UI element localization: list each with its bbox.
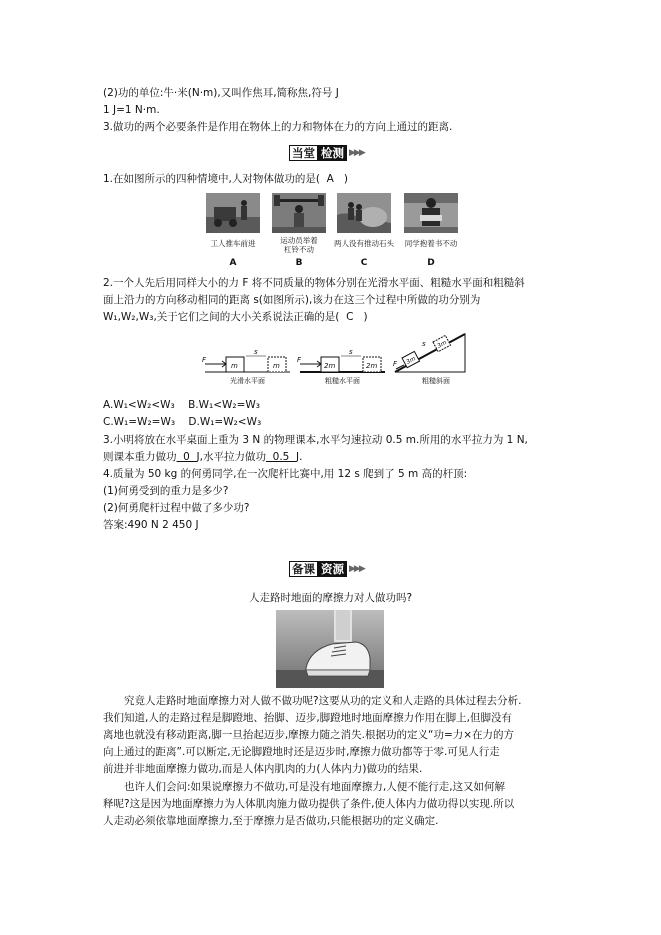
q3-text-b: J,水平拉力做功 bbox=[196, 451, 266, 463]
option-letter-d: D bbox=[427, 258, 435, 268]
surface-label-1: 光滑水平面 bbox=[230, 377, 265, 385]
q3-text-c: J. bbox=[296, 451, 303, 463]
photo-walking-shoe bbox=[276, 610, 384, 688]
section-banner-resource bbox=[289, 561, 364, 577]
q4-line-1: 4.质量为 50 kg 的何勇同学,在一次爬杆比赛中,用 12 s 爬到了 5 m 高的杆顶: bbox=[103, 468, 468, 480]
q2-answer: C bbox=[346, 311, 354, 323]
distance-label-3: s bbox=[422, 340, 426, 348]
q2-diagram bbox=[200, 330, 470, 390]
q2-line-3-text: W₁,W₂,W₃,关于它们之间的大小关系说法正确的是( bbox=[103, 311, 340, 323]
question-1 bbox=[103, 172, 348, 186]
resource-p1-line-4: 向上通过的距离”.可以断定,无论脚蹬地时还是迈步时,摩擦力做功都等于零.可见人行走 bbox=[103, 746, 500, 758]
resource-p2-line-1: 也许人们会问:如果说摩擦力不做功,可是没有地面摩擦力,人便不能行走,这又如何解 bbox=[124, 781, 506, 793]
arrow-icon: ▶▶▶ bbox=[349, 148, 364, 158]
force-label-1: F bbox=[202, 356, 207, 364]
surface-label-3: 粗糙斜面 bbox=[422, 377, 450, 385]
q4-answer: 答案:490 N 2 450 J bbox=[103, 519, 199, 531]
q3-line-1: 3.小明将放在水平桌面上重为 3 N 的物理课本,水平匀速拉动 0.5 m.所用的水平拉力为 1 N, bbox=[103, 434, 528, 446]
q1-answer: A bbox=[326, 173, 334, 185]
resource-p1-line-5: 前进并非地面摩擦力做功,而是人体内肌肉的力(人体内力)做功的结果. bbox=[103, 763, 423, 775]
force-label-3: F bbox=[393, 360, 398, 368]
q2-options-row-2 bbox=[103, 415, 261, 429]
photo-pushing-stone bbox=[337, 193, 391, 233]
resource-title: 人走路时地面的摩擦力对人做功吗? bbox=[248, 592, 413, 604]
q3-line-2 bbox=[103, 450, 302, 464]
q3-answer-1: 0 bbox=[176, 451, 197, 463]
q2-close: ) bbox=[363, 311, 368, 323]
q2-option-b: B.W₁<W₂=W₃ bbox=[188, 399, 260, 411]
q4-part-2: (2)何勇爬杆过程中做了多少功? bbox=[103, 502, 250, 514]
block-label-1a: m bbox=[231, 362, 238, 370]
resource-p2-line-2: 释呢?这是因为地面摩擦力为人体肌肉施力做功提供了条件,使人体内力做功得以实现.所以 bbox=[103, 798, 515, 810]
block-label-2b: 2m bbox=[366, 362, 378, 370]
caption-a: 工人推车前进 bbox=[210, 239, 256, 248]
banner-left-text: 备课 bbox=[289, 561, 318, 577]
q2-options-row-1 bbox=[103, 398, 260, 412]
arrow-icon: ▶▶▶ bbox=[349, 564, 364, 574]
block-label-3b: 3m bbox=[436, 339, 449, 350]
distance-label-2: s bbox=[349, 348, 353, 356]
block-label-1b: m bbox=[273, 362, 280, 370]
q3-text-a: 则课本重力做功 bbox=[103, 451, 177, 463]
q2-line-3 bbox=[103, 310, 368, 324]
caption-c: 两人没有推动石头 bbox=[334, 239, 394, 248]
q2-option-d: D.W₁=W₂<W₃ bbox=[188, 416, 262, 428]
caption-d: 同学抱着书不动 bbox=[404, 239, 458, 248]
resource-p1-line-1: 究竟人走路时地面摩擦力对人做不做功呢?这要从功的定义和人走路的具体过程去分析. bbox=[124, 695, 522, 707]
q1-close: ) bbox=[343, 173, 348, 185]
photo-holding-books bbox=[404, 193, 458, 233]
photo-athlete-barbell bbox=[272, 193, 326, 233]
q2-option-c: C.W₁=W₂=W₃ bbox=[103, 416, 176, 428]
q2-option-a: A.W₁<W₂<W₃ bbox=[103, 399, 175, 411]
q2-line-2: 面上沿力的方向移动相同的距离 s(如图所示),该力在这三个过程中所做的功分别为 bbox=[103, 294, 481, 306]
distance-label-1: s bbox=[254, 348, 258, 356]
option-letter-c: C bbox=[360, 258, 368, 268]
block-label-2a: 2m bbox=[324, 362, 336, 370]
banner-left-text: 当堂 bbox=[289, 145, 318, 161]
surface-label-2: 粗糙水平面 bbox=[325, 377, 360, 385]
resource-p2-line-3: 人走动必须依靠地面摩擦力,至于摩擦力是否做功,只能根据功的定义确定. bbox=[103, 815, 439, 827]
force-label-2: F bbox=[297, 356, 302, 364]
resource-p1-line-2: 我们知道,人的走路过程是脚蹬地、抬脚、迈步,脚蹬地时地面摩擦力作用在脚上,但脚没有 bbox=[103, 712, 513, 724]
q1-stem: 1.在如图所示的四种情境中,人对物体做功的是( bbox=[103, 173, 320, 185]
block-label-3a: 3m bbox=[405, 355, 418, 366]
q4-part-1: (1)何勇受到的重力是多少? bbox=[103, 485, 229, 497]
unit-equation: 1 J=1 N·m. bbox=[103, 104, 160, 116]
unit-line: (2)功的单位:牛·米(N·m),又叫作焦耳,简称焦,符号 J bbox=[103, 87, 339, 99]
resource-p1-line-3: 离地也就没有移动距离,脚一旦抬起迈步,摩擦力随之消失.根据功的定义“功=力×在力的方 bbox=[103, 729, 515, 741]
photo-worker-pushing-cart bbox=[206, 193, 260, 233]
conditions-line: 3.做功的两个必要条件是作用在物体上的力和物体在力的方向上通过的距离. bbox=[103, 121, 453, 133]
caption-b: 运动员举着 杠铃不动 bbox=[280, 236, 318, 254]
q2-line-1: 2.一个人先后用同样大小的力 F 将不同质量的物体分别在光滑水平面、粗糙水平面和粗糙斜 bbox=[103, 277, 525, 289]
banner-right-text: 资源 bbox=[318, 561, 347, 577]
option-letter-a: A bbox=[229, 258, 237, 268]
section-banner-check bbox=[289, 145, 364, 161]
q3-answer-2: 0.5 bbox=[265, 451, 297, 463]
banner-right-text: 检测 bbox=[318, 145, 347, 161]
option-letter-b: B bbox=[295, 258, 303, 268]
